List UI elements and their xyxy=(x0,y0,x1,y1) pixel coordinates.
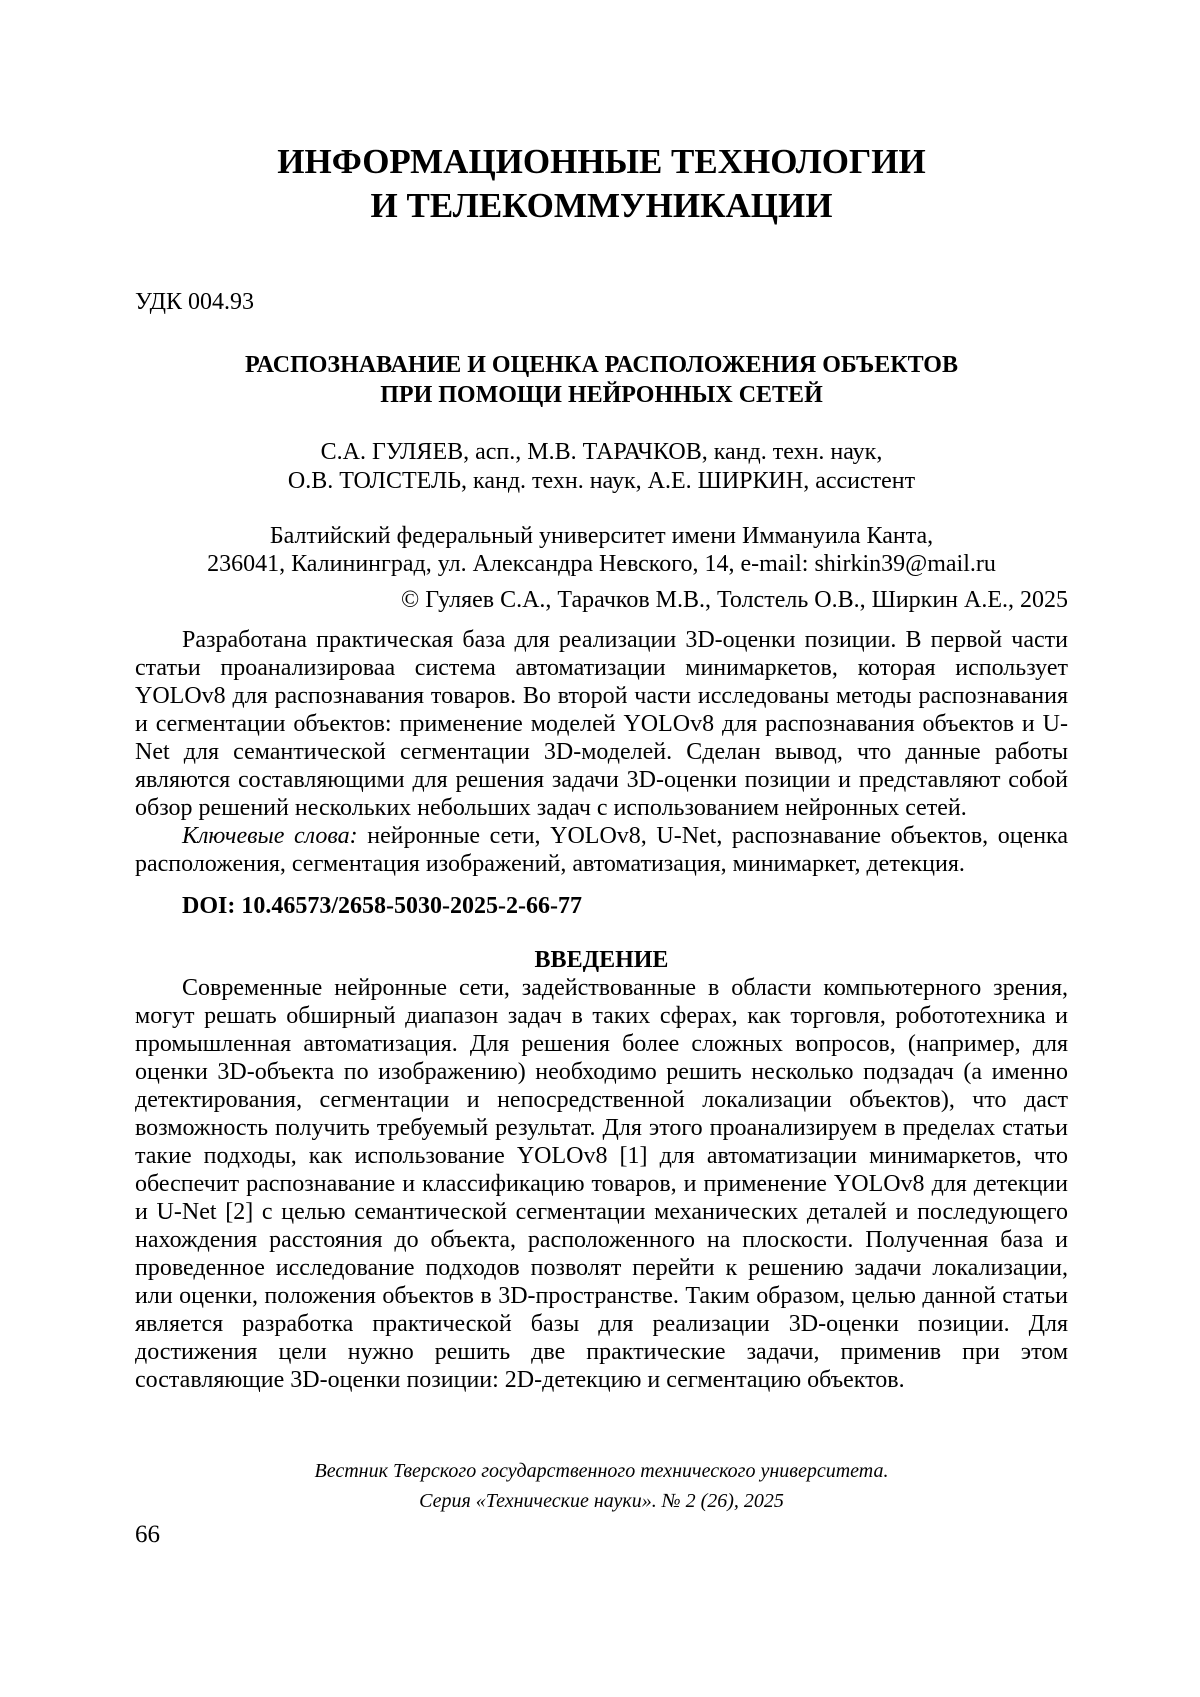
article-title-line2: ПРИ ПОМОЩИ НЕЙРОННЫХ СЕТЕЙ xyxy=(380,382,823,408)
section-header-line2: И ТЕЛЕКОММУНИКАЦИИ xyxy=(370,186,833,225)
doi-line: DOI: 10.46573/2658-5030-2025-2-66-77 xyxy=(182,893,582,919)
copyright-line: © Гуляев С.А., Тарачков М.В., Толстель О.В., Ширкин А.Е., 2025 xyxy=(400,587,1068,613)
journal-footer xyxy=(135,1456,1068,1516)
authors-line2: О.В. ТОЛСТЕЛЬ, канд. техн. наук, А.Е. ШИРКИН, ассистент xyxy=(287,468,916,494)
authors-line1: С.А. ГУЛЯЕВ, асп., М.В. ТАРАЧКОВ, канд. техн. наук, xyxy=(320,439,883,465)
udk-code: УДК 004.93 xyxy=(135,289,254,315)
affiliation-line1: Балтийский федеральный университет имени Иммануила Канта, xyxy=(269,523,934,549)
journal-section-header xyxy=(135,140,1068,228)
introduction-heading: ВВЕДЕНИЕ xyxy=(534,947,669,973)
introduction-paragraph: Современные нейронные сети, задействованные в области компьютерного зрения, могут решать обширный диапазон задач в таких сферах, как торговля, робототехника и промышленная автоматизация. Для решения более сложных вопросов, (например, для оценки 3D-объекта по изображению) необходимо решить несколько подзадач (а именно детектирования, сегментации и непосредственной локализации объектов), что даст возможность получить требуемый результат. Для этого проанализируем в пределах статьи такие подходы, как использование YOLOv8 [1] для автоматизации минимаркетов, что обеспечит распознавание и классификацию товаров, и применение YOLOv8 для детекции и U-Net [2] с целью семантической сегментации механических деталей и последующего нахождения расстояния до объекта, расположенного на плоскости. Полученная база и проведенное исследование подходов позволят перейти к решению задачи локализации, или оценки, положения объектов в 3D-пространстве. Таким образом, целью данной статьи является разработка практической базы для реализации 3D-оценки позиции. Для достижения цели нужно решить две практические задачи, применив при этом составляющие 3D-оценки позиции: 2D-детекцию и сегментацию объектов. xyxy=(135,975,1068,1393)
article-title-line1: РАСПОЗНАВАНИЕ И ОЦЕНКА РАСПОЛОЖЕНИЯ ОБЪЕКТОВ xyxy=(245,352,958,378)
affiliation-block xyxy=(135,522,1068,578)
keywords-paragraph xyxy=(135,822,1068,878)
article-title xyxy=(135,350,1068,410)
keywords-text: нейронные сети, YOLOv8, U-Net, распознавание объектов, оценка расположения, сегментация изображений, автоматизация, минимаркет, детекция. xyxy=(135,823,1069,877)
footer-line2: Серия «Технические науки». № 2 (26), 2025 xyxy=(419,1490,784,1512)
page-number: 66 xyxy=(135,1521,160,1548)
affiliation-line2: 236041, Калининград, ул. Александра Невского, 14, e-mail: shirkin39@mail.ru xyxy=(207,551,996,577)
section-header-line1: ИНФОРМАЦИОННЫЕ ТЕХНОЛОГИИ xyxy=(277,142,926,181)
footer-line1: Вестник Тверского государственного технического университета. xyxy=(314,1460,889,1482)
keywords-label: Ключевые слова: xyxy=(182,823,358,849)
abstract-paragraph: Разработана практическая база для реализации 3D-оценки позиции. В первой части статьи проанализироваа система автоматизации минимаркетов, которая использует YOLOv8 для распознавания товаров. Во второй части исследованы методы распознавания и сегментации объектов: применение моделей YOLOv8 для распознавания объектов и U-Net для семантической сегментации 3D-моделей. Сделан вывод, что данные работы являются составляющими для решения задачи 3D-оценки позиции и представляют собой обзор решений нескольких небольших задач с использованием нейронных сетей. xyxy=(135,627,1068,821)
authors-block xyxy=(135,438,1068,496)
